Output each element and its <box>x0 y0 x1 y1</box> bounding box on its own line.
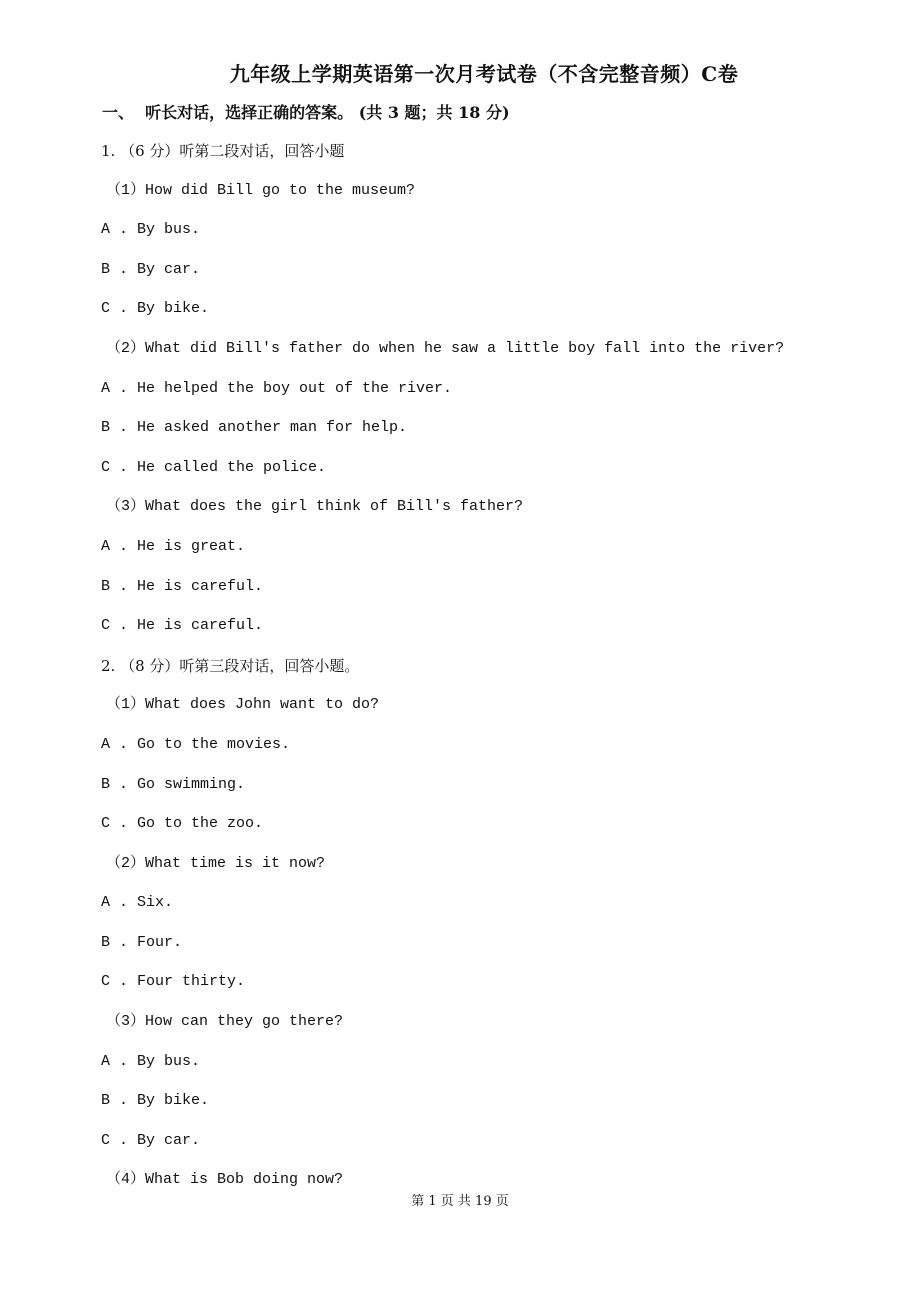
question-2-sub-4: （4）What is Bob doing now? <box>106 1171 344 1189</box>
section-heading: 一、 听长对话，选择正确的答案。 (共 3 题；共 18 分) <box>102 103 510 122</box>
question-2-sub-2-option-b: B . Four. <box>101 933 183 951</box>
question-1-sub-1-option-b: B . By car. <box>101 260 201 278</box>
question-2-sub-1-option-a: A . Go to the movies. <box>101 735 291 753</box>
question-1-sub-1-option-a: A . By bus. <box>101 221 201 239</box>
question-1-sub-2-option-a: A . He helped the boy out of the river. <box>101 379 453 397</box>
question-2-sub-2-option-c: C . Four thirty. <box>101 973 246 991</box>
question-2-sub-3-option-a: A . By bus. <box>101 1052 201 1070</box>
question-2-sub-1-option-c: C . Go to the zoo. <box>101 815 264 833</box>
question-2-sub-1-option-b: B . Go swimming. <box>101 775 246 793</box>
question-2-sub-3-option-b: B . By bike. <box>101 1092 210 1110</box>
question-1-sub-3-option-a: A . He is great. <box>101 537 246 555</box>
question-2-sub-2: （2）What time is it now? <box>106 854 326 872</box>
question-2-sub-3-option-c: C . By car. <box>101 1131 201 1149</box>
question-1-sub-3: （3）What does the girl think of Bill's father? <box>106 498 524 516</box>
question-1-sub-1: （1）How did Bill go to the museum? <box>106 181 416 199</box>
question-2-sub-1: （1）What does John want to do? <box>106 696 380 714</box>
page-title: 九年级上学期英语第一次月考试卷（不含完整音频）C卷 <box>229 62 739 86</box>
question-1-sub-1-option-c: C . By bike. <box>101 300 210 318</box>
question-2-stem: 2. （8 分）听第三段对话，回答小题。 <box>101 656 360 675</box>
question-list <box>101 142 881 1211</box>
question-1-sub-3-option-c: C . He is careful. <box>101 617 264 635</box>
question-2-sub-2-option-a: A . Six. <box>101 894 174 912</box>
question-1-sub-2-option-b: B . He asked another man for help. <box>101 419 408 437</box>
question-2-sub-3: （3）How can they go there? <box>106 1013 344 1031</box>
question-1-stem: 1. （6 分）听第二段对话，回答小题 <box>101 142 345 160</box>
page-footer: 第 1 页 共 19 页 <box>411 1194 509 1209</box>
question-1-sub-3-option-b: B . He is careful. <box>101 577 264 595</box>
question-1-sub-2-option-c: C . He called the police. <box>101 458 327 476</box>
question-1-sub-2: （2）What did Bill's father do when he saw a little boy fall into the river? <box>106 339 785 357</box>
